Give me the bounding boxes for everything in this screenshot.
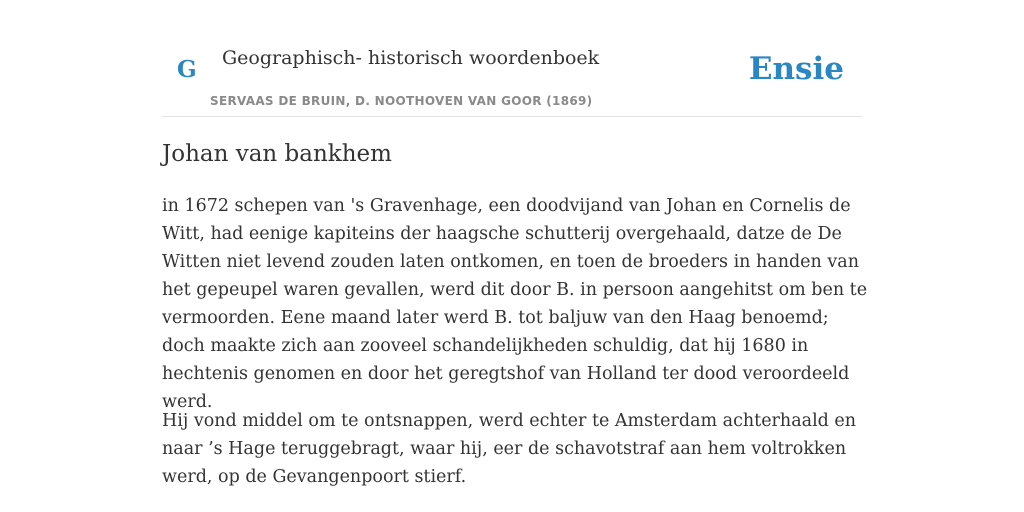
- header: [162, 0, 862, 117]
- page-title: Johan van bankhem: [162, 141, 392, 167]
- book-title-link[interactable]: Geographisch- historisch woordenboek: [222, 47, 600, 69]
- entry-paragraph-2: Hij vond middel om te ontsnappen, werd echter te Amsterdam achterhaald en naar ’s Hage teruggebragt, waar hij, eer de schavotstraf aan hem voltrokken werd, op de Gevangenpoort stierf.: [162, 411, 857, 487]
- ensie-logo[interactable]: Ensie: [748, 51, 844, 87]
- book-letter-link[interactable]: G: [177, 56, 197, 83]
- book-author-link[interactable]: SERVAAS DE BRUIN, D. NOOTHOVEN VAN GOOR (1869): [210, 94, 593, 108]
- entry-paragraph-1: in 1672 schepen van 's Gravenhage, een doodvijand van Johan en Cornelis de Witt, had eenige kapiteins der haagsche schutterij overgehaald, datze de De Witten niet levend zouden laten ontkomen, en toen de broeders in handen van het gepeupel waren gevallen, werd dit door B. in persoon aangehitst om ben te vermoorden. Eene maand later werd B. tot baljuw van den Haag benoemd; doch maakte zich aan zooveel schandelijkheden schuldig, dat hij 1680 in hechtenis genomen en door het geregtshof van Holland ter dood veroordeeld werd.: [162, 196, 868, 412]
- page: [162, 0, 868, 512]
